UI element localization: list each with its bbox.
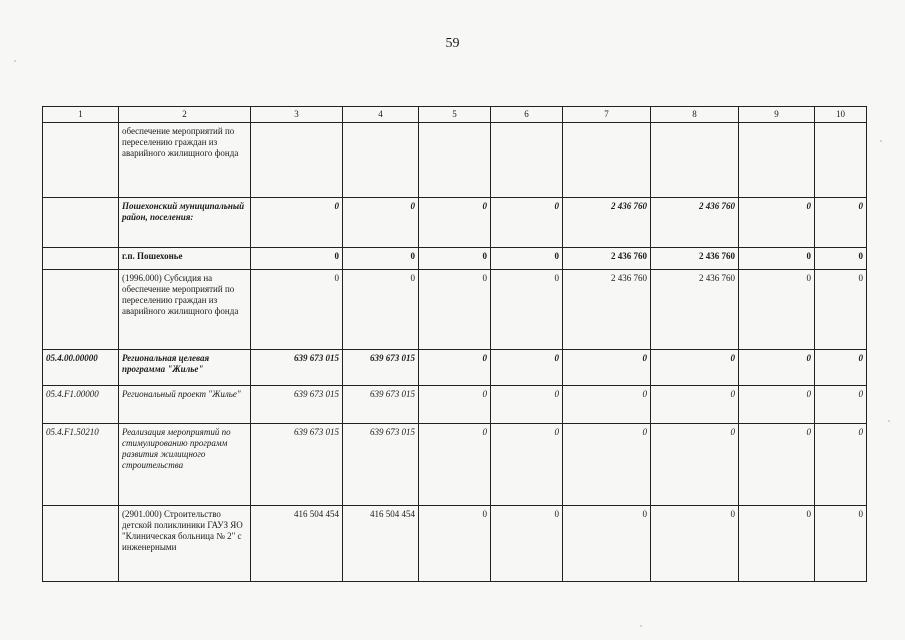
- header-cell: 7: [563, 107, 651, 123]
- value-cell: 0: [491, 270, 563, 350]
- scan-speck: [14, 60, 16, 62]
- value-cell: 0: [815, 248, 867, 270]
- value-cell: 639 673 015: [343, 350, 419, 386]
- name-cell: (2901.000) Строительство детской поликлиники ГАУЗ ЯО "Клиническая больница № 2" с инженерными: [119, 506, 251, 582]
- value-cell: 0: [739, 198, 815, 248]
- header-cell: 6: [491, 107, 563, 123]
- value-cell: 0: [563, 350, 651, 386]
- header-cell: 3: [251, 107, 343, 123]
- value-cell: 0: [419, 386, 491, 424]
- value-cell: 2 436 760: [651, 198, 739, 248]
- budget-table: [42, 106, 867, 582]
- code-cell: [43, 506, 119, 582]
- code-cell: 05.4.F1.00000: [43, 386, 119, 424]
- value-cell: 0: [739, 270, 815, 350]
- header-cell: 4: [343, 107, 419, 123]
- value-cell: 2 436 760: [651, 270, 739, 350]
- value-cell: [651, 123, 739, 198]
- table-row: [43, 198, 867, 248]
- value-cell: 0: [651, 506, 739, 582]
- value-cell: [739, 123, 815, 198]
- table-row: [43, 248, 867, 270]
- value-cell: 0: [815, 386, 867, 424]
- header-cell: 1: [43, 107, 119, 123]
- value-cell: 2 436 760: [563, 248, 651, 270]
- value-cell: 416 504 454: [343, 506, 419, 582]
- header-row: [43, 107, 867, 123]
- table-row: [43, 386, 867, 424]
- value-cell: 0: [563, 506, 651, 582]
- header-cell: 8: [651, 107, 739, 123]
- value-cell: [251, 123, 343, 198]
- code-cell: 05.4.F1.50210: [43, 424, 119, 506]
- page-number: 59: [445, 36, 460, 51]
- code-cell: 05.4.00.00000: [43, 350, 119, 386]
- name-cell: обеспечение мероприятий по переселению граждан из аварийного жилищного фонда: [119, 123, 251, 198]
- value-cell: 0: [343, 270, 419, 350]
- value-cell: 0: [815, 350, 867, 386]
- name-cell: Реализация мероприятий по стимулированию программ развития жилищного строительства: [119, 424, 251, 506]
- scan-speck: [888, 420, 890, 422]
- header-cell: 9: [739, 107, 815, 123]
- header-cell: 10: [815, 107, 867, 123]
- code-cell: [43, 270, 119, 350]
- value-cell: 0: [491, 248, 563, 270]
- value-cell: 0: [563, 424, 651, 506]
- value-cell: 0: [651, 386, 739, 424]
- value-cell: 0: [815, 270, 867, 350]
- table-row: [43, 424, 867, 506]
- name-cell: (1996.000) Субсидия на обеспечение мероприятий по переселению граждан из аварийного жилищного фонда: [119, 270, 251, 350]
- value-cell: 0: [419, 270, 491, 350]
- value-cell: 0: [815, 506, 867, 582]
- value-cell: [343, 123, 419, 198]
- value-cell: 0: [419, 506, 491, 582]
- value-cell: 639 673 015: [251, 424, 343, 506]
- value-cell: 0: [491, 198, 563, 248]
- value-cell: 0: [251, 270, 343, 350]
- code-cell: [43, 248, 119, 270]
- value-cell: 0: [491, 506, 563, 582]
- value-cell: 0: [651, 424, 739, 506]
- value-cell: 2 436 760: [563, 270, 651, 350]
- code-cell: [43, 123, 119, 198]
- scan-speck: [640, 625, 642, 627]
- value-cell: [563, 123, 651, 198]
- name-cell: Пошехонский муниципальный район, поселения:: [119, 198, 251, 248]
- value-cell: 0: [419, 350, 491, 386]
- value-cell: 0: [491, 386, 563, 424]
- value-cell: 0: [739, 350, 815, 386]
- name-cell: Региональная целевая программа "Жилье": [119, 350, 251, 386]
- table-row: [43, 123, 867, 198]
- scan-speck: [880, 140, 882, 142]
- value-cell: 0: [739, 424, 815, 506]
- table-row: [43, 506, 867, 582]
- value-cell: 0: [491, 350, 563, 386]
- value-cell: 639 673 015: [343, 424, 419, 506]
- header-cell: 5: [419, 107, 491, 123]
- value-cell: [815, 123, 867, 198]
- value-cell: [491, 123, 563, 198]
- value-cell: 0: [739, 506, 815, 582]
- value-cell: 0: [815, 198, 867, 248]
- value-cell: 0: [419, 248, 491, 270]
- value-cell: 639 673 015: [251, 386, 343, 424]
- value-cell: 0: [651, 350, 739, 386]
- value-cell: 0: [251, 198, 343, 248]
- value-cell: 0: [419, 424, 491, 506]
- value-cell: 0: [491, 424, 563, 506]
- value-cell: 0: [343, 198, 419, 248]
- value-cell: 639 673 015: [251, 350, 343, 386]
- name-cell: Региональный проект "Жилье": [119, 386, 251, 424]
- value-cell: 0: [815, 424, 867, 506]
- value-cell: 0: [419, 198, 491, 248]
- value-cell: 639 673 015: [343, 386, 419, 424]
- code-cell: [43, 198, 119, 248]
- value-cell: [419, 123, 491, 198]
- value-cell: 2 436 760: [563, 198, 651, 248]
- value-cell: 0: [739, 248, 815, 270]
- value-cell: 0: [251, 248, 343, 270]
- header-cell: 2: [119, 107, 251, 123]
- value-cell: 0: [563, 386, 651, 424]
- name-cell: г.п. Пошехонье: [119, 248, 251, 270]
- table-row: [43, 270, 867, 350]
- value-cell: 2 436 760: [651, 248, 739, 270]
- table-row: [43, 350, 867, 386]
- value-cell: 0: [343, 248, 419, 270]
- value-cell: 416 504 454: [251, 506, 343, 582]
- value-cell: 0: [739, 386, 815, 424]
